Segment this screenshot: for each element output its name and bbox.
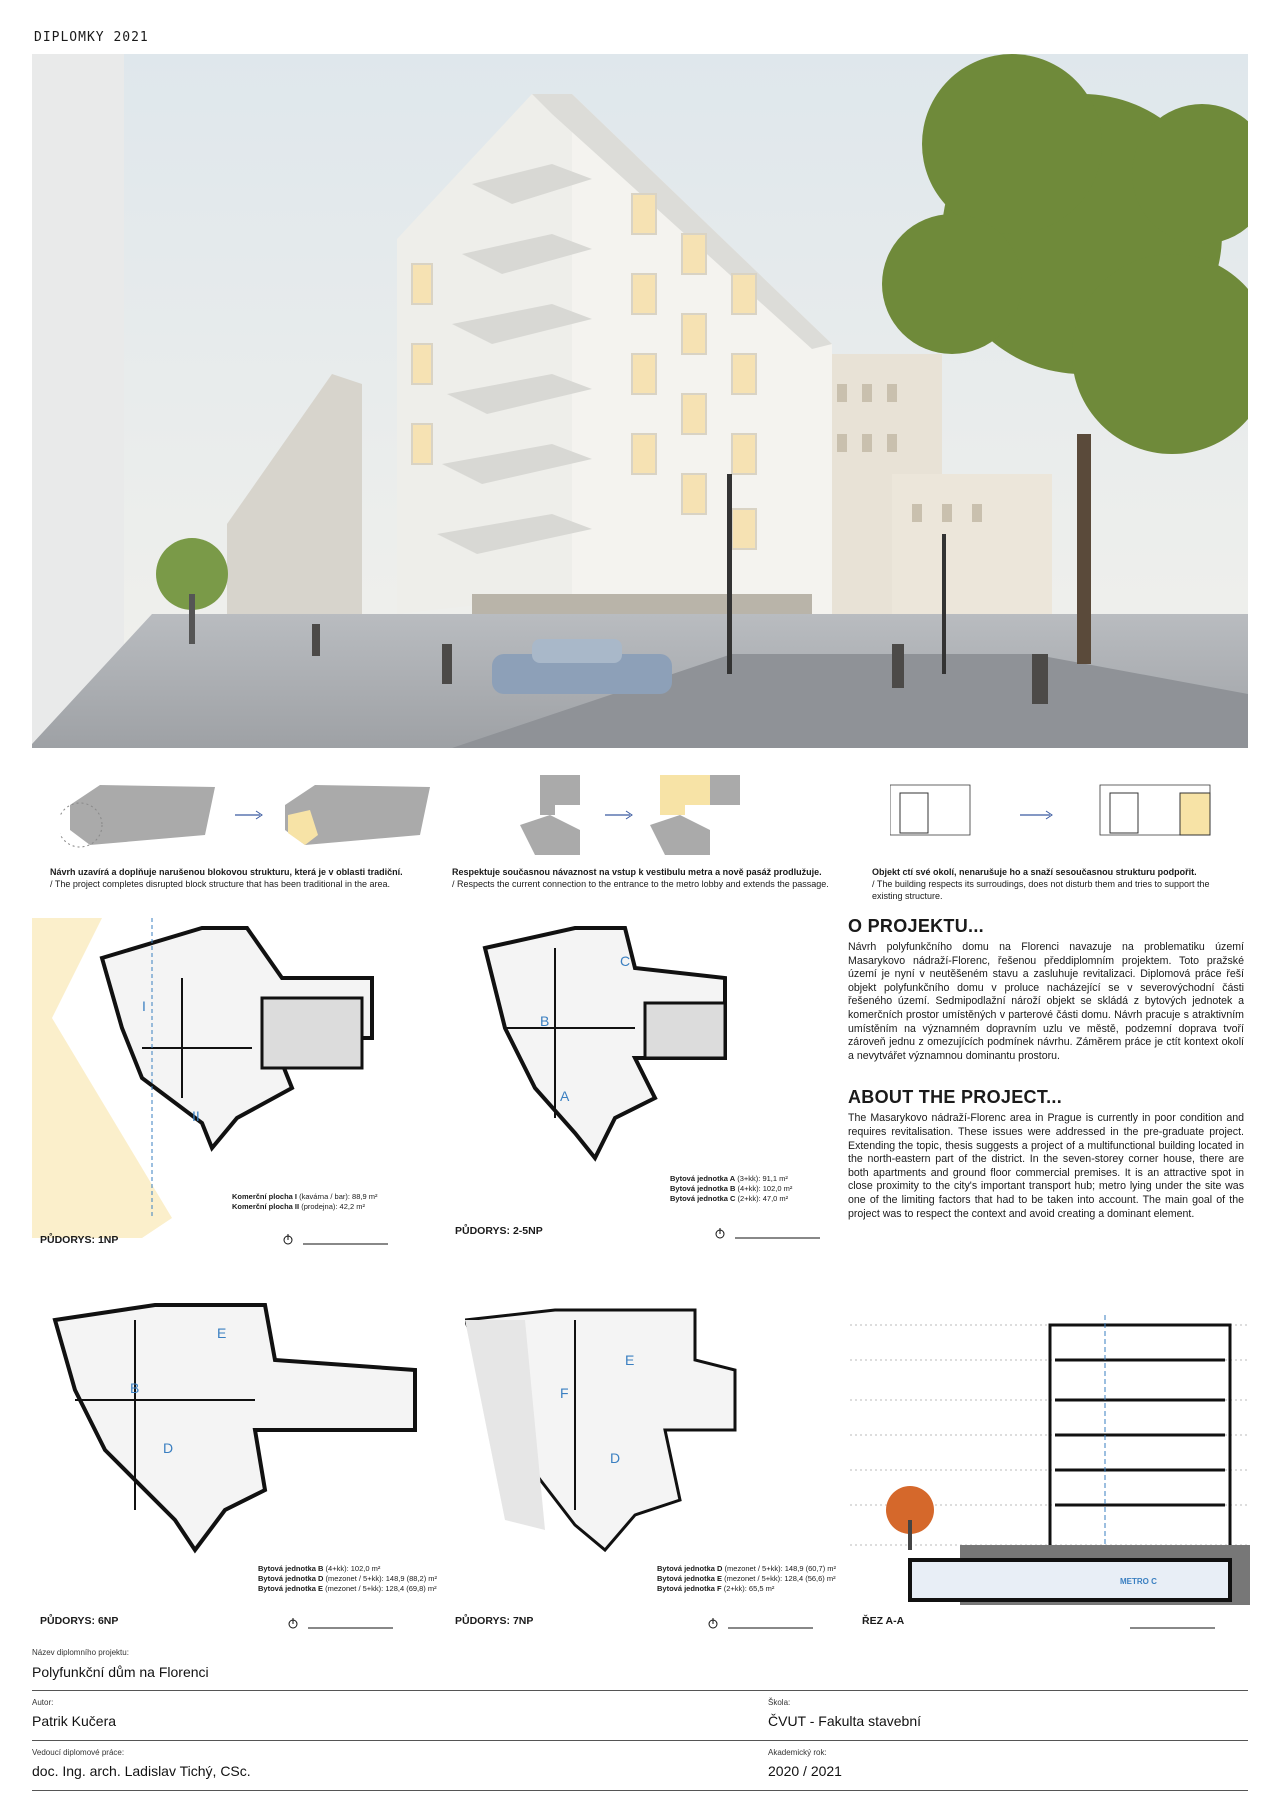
author-label: Autor: (32, 1698, 54, 1707)
unit-label: E (625, 1352, 635, 1368)
plan-label-1np: PŮDORYS: 1NP (40, 1234, 119, 1246)
floor-plan-7np (465, 1300, 745, 1580)
concept-diagram-context (890, 775, 1220, 855)
caption-cz: Respektuje současnou návaznost na vstup k vestibulu metra a nově pasáž prodlužuje. (452, 867, 822, 877)
legend-name: Bytová jednotka A (670, 1174, 736, 1183)
school-label: Škola: (768, 1698, 791, 1707)
legend-detail: (kavárna / bar): 88,9 m² (297, 1192, 378, 1201)
about-section (848, 916, 1244, 1221)
scale-bar-icon (283, 1234, 393, 1246)
school-name: ČVUT - Fakulta stavební (768, 1713, 922, 1729)
legend-name: Bytová jednotka F (657, 1584, 722, 1593)
legend-detail: (mezonet / 5+kk): 128,4 (56,6) m² (722, 1574, 836, 1583)
author-name: Patrik Kučera (32, 1713, 117, 1729)
legend-detail: (prodejna): 42,2 m² (299, 1202, 365, 1211)
plan-legend-2-5np (670, 1174, 850, 1204)
divider (32, 1790, 1248, 1791)
plan-label-6np: PŮDORYS: 6NP (40, 1615, 119, 1627)
unit-label: B (540, 1013, 550, 1029)
legend-name: Bytová jednotka D (657, 1564, 723, 1573)
concept-diagram-metro (510, 775, 770, 855)
legend-name: Komerční plocha II (232, 1202, 300, 1211)
legend-detail: (4+kk): 102,0 m² (323, 1564, 381, 1573)
supervisor-label: Vedoucí diplomové práce: (32, 1748, 125, 1757)
caption-cz: Objekt ctí své okolí, nenarušuje ho a snaží sesoučasnou strukturu podpořit. (872, 867, 1197, 877)
floor-plan-6np (45, 1300, 445, 1600)
legend-name: Bytová jednotka B (258, 1564, 324, 1573)
academic-year-label: Akademický rok: (768, 1748, 827, 1757)
plan-label-7np: PŮDORYS: 7NP (455, 1615, 534, 1627)
legend-detail: (2+kk): 65,5 m² (721, 1584, 775, 1593)
plan-legend-6np (258, 1564, 458, 1594)
caption-cz: Návrh uzavírá a doplňuje narušenou blokovou strukturu, která je v oblasti tradiční. (50, 867, 403, 877)
legend-detail: (mezonet / 5+kk): 128,4 (69,8) m² (323, 1584, 437, 1593)
legend-name: Bytová jednotka D (258, 1574, 324, 1583)
scale-bar-icon (715, 1228, 825, 1240)
academic-year: 2020 / 2021 (768, 1763, 842, 1779)
about-text-cz: Návrh polyfunkčního domu na Florenci navazuje na problematiku území Masarykovo nádraží-Florenc, řešenou předdiplomním projektem. Toto pražské území je nyní v neutěšeném stavu a zasluhuje revitalizaci. Diplomová práce řeší objekt polyfunkčního domu v proluce nacházející se v severovýchodní části řešeného území. Sedmipodlažní nároží objekt se skládá z bytových jednotek a komerčních prostor umístěných v parterové části domu. Návrh pracuje s atraktivním umístěním na významném dopravním uzlu ve městě, podzemní doprava tvoří zároveň jednu z omezujících podmínek návrhu. Záměrem práce je ctít kontext okolí a nevytvářet významnou dominantu prostoru. (848, 941, 1244, 1062)
unit-label: D (163, 1440, 174, 1456)
about-title-cz: O PROJEKTU... (848, 916, 984, 936)
diagram-caption-block (50, 866, 450, 890)
concept-diagram-block (60, 775, 440, 855)
unit-label: II (192, 1108, 200, 1124)
caption-en: / The building respects its surroudings, does not disturb them and tries to support the existing structure. (872, 879, 1210, 901)
legend-name: Bytová jednotka E (258, 1584, 324, 1593)
project-title-label: Název diplomního projektu: (32, 1648, 129, 1657)
unit-label: F (560, 1385, 569, 1401)
legend-detail: (mezonet / 5+kk): 148,9 (60,7) m² (722, 1564, 837, 1573)
plan-label-2-5np: PŮDORYS: 2-5NP (455, 1225, 543, 1237)
supervisor-name: doc. Ing. arch. Ladislav Tichý, CSc. (32, 1763, 251, 1779)
caption-en: / The project completes disrupted block structure that has been traditional in the area. (50, 879, 391, 889)
diagram-caption-metro (452, 866, 852, 890)
unit-label: E (217, 1325, 227, 1341)
diagram-caption-context (872, 866, 1242, 902)
about-title-en: ABOUT THE PROJECT... (848, 1087, 1063, 1108)
caption-en: / Respects the current connection to the entrance to the metro lobby and extends the passage. (452, 879, 829, 889)
about-text-en: The Masarykovo nádraží-Florenc area in Prague is currently in poor condition and requires revitalisation. These issues were addressed in the pre-graduate project. Extending the topic, thesis suggests a project of a multifunctional building located in the north-eastern part of the district. In the seven-storey corner house, there are both apartments and ground floor commercial premises. It is an attractive spot in close proximity to the city's important transport hub; metro lying under the site was one of the limiting factors that had to be taken into account. The main goal of the project was to respect the context and avoid creating a dominant element. (848, 1112, 1244, 1220)
scale-bar-icon (288, 1618, 398, 1630)
legend-detail: (mezonet / 5+kk): 148,9 (88,2) m² (323, 1574, 438, 1583)
unit-label: B (130, 1380, 140, 1396)
divider (32, 1690, 1248, 1691)
unit-label: A (560, 1088, 570, 1104)
legend-detail: (2+kk): 47,0 m² (735, 1194, 789, 1203)
unit-label: C (620, 953, 631, 969)
hero-render-image (32, 54, 1248, 748)
plan-label-section: ŘEZ A-A (862, 1615, 905, 1627)
legend-name: Bytová jednotka B (670, 1184, 736, 1193)
legend-detail: (3+kk): 91,1 m² (735, 1174, 788, 1183)
legend-name: Bytová jednotka C (670, 1194, 736, 1203)
poster-header: DIPLOMKY 2021 (34, 30, 149, 45)
scale-bar-icon (708, 1618, 818, 1630)
floor-plan-1np (32, 918, 452, 1238)
unit-label: D (610, 1450, 621, 1466)
plan-legend-7np (657, 1564, 857, 1594)
metro-label: METRO C (1120, 1577, 1157, 1586)
legend-name: Komerční plocha I (232, 1192, 298, 1201)
divider (32, 1740, 1248, 1741)
unit-label: I (142, 998, 146, 1014)
legend-name: Bytová jednotka E (657, 1574, 723, 1583)
scale-bar-icon (1110, 1618, 1220, 1630)
section-a-a-drawing (850, 1315, 1250, 1605)
plan-legend-1np (232, 1192, 452, 1212)
legend-detail: (4+kk): 102,0 m² (735, 1184, 793, 1193)
project-title: Polyfunkční dům na Florenci (32, 1664, 209, 1680)
